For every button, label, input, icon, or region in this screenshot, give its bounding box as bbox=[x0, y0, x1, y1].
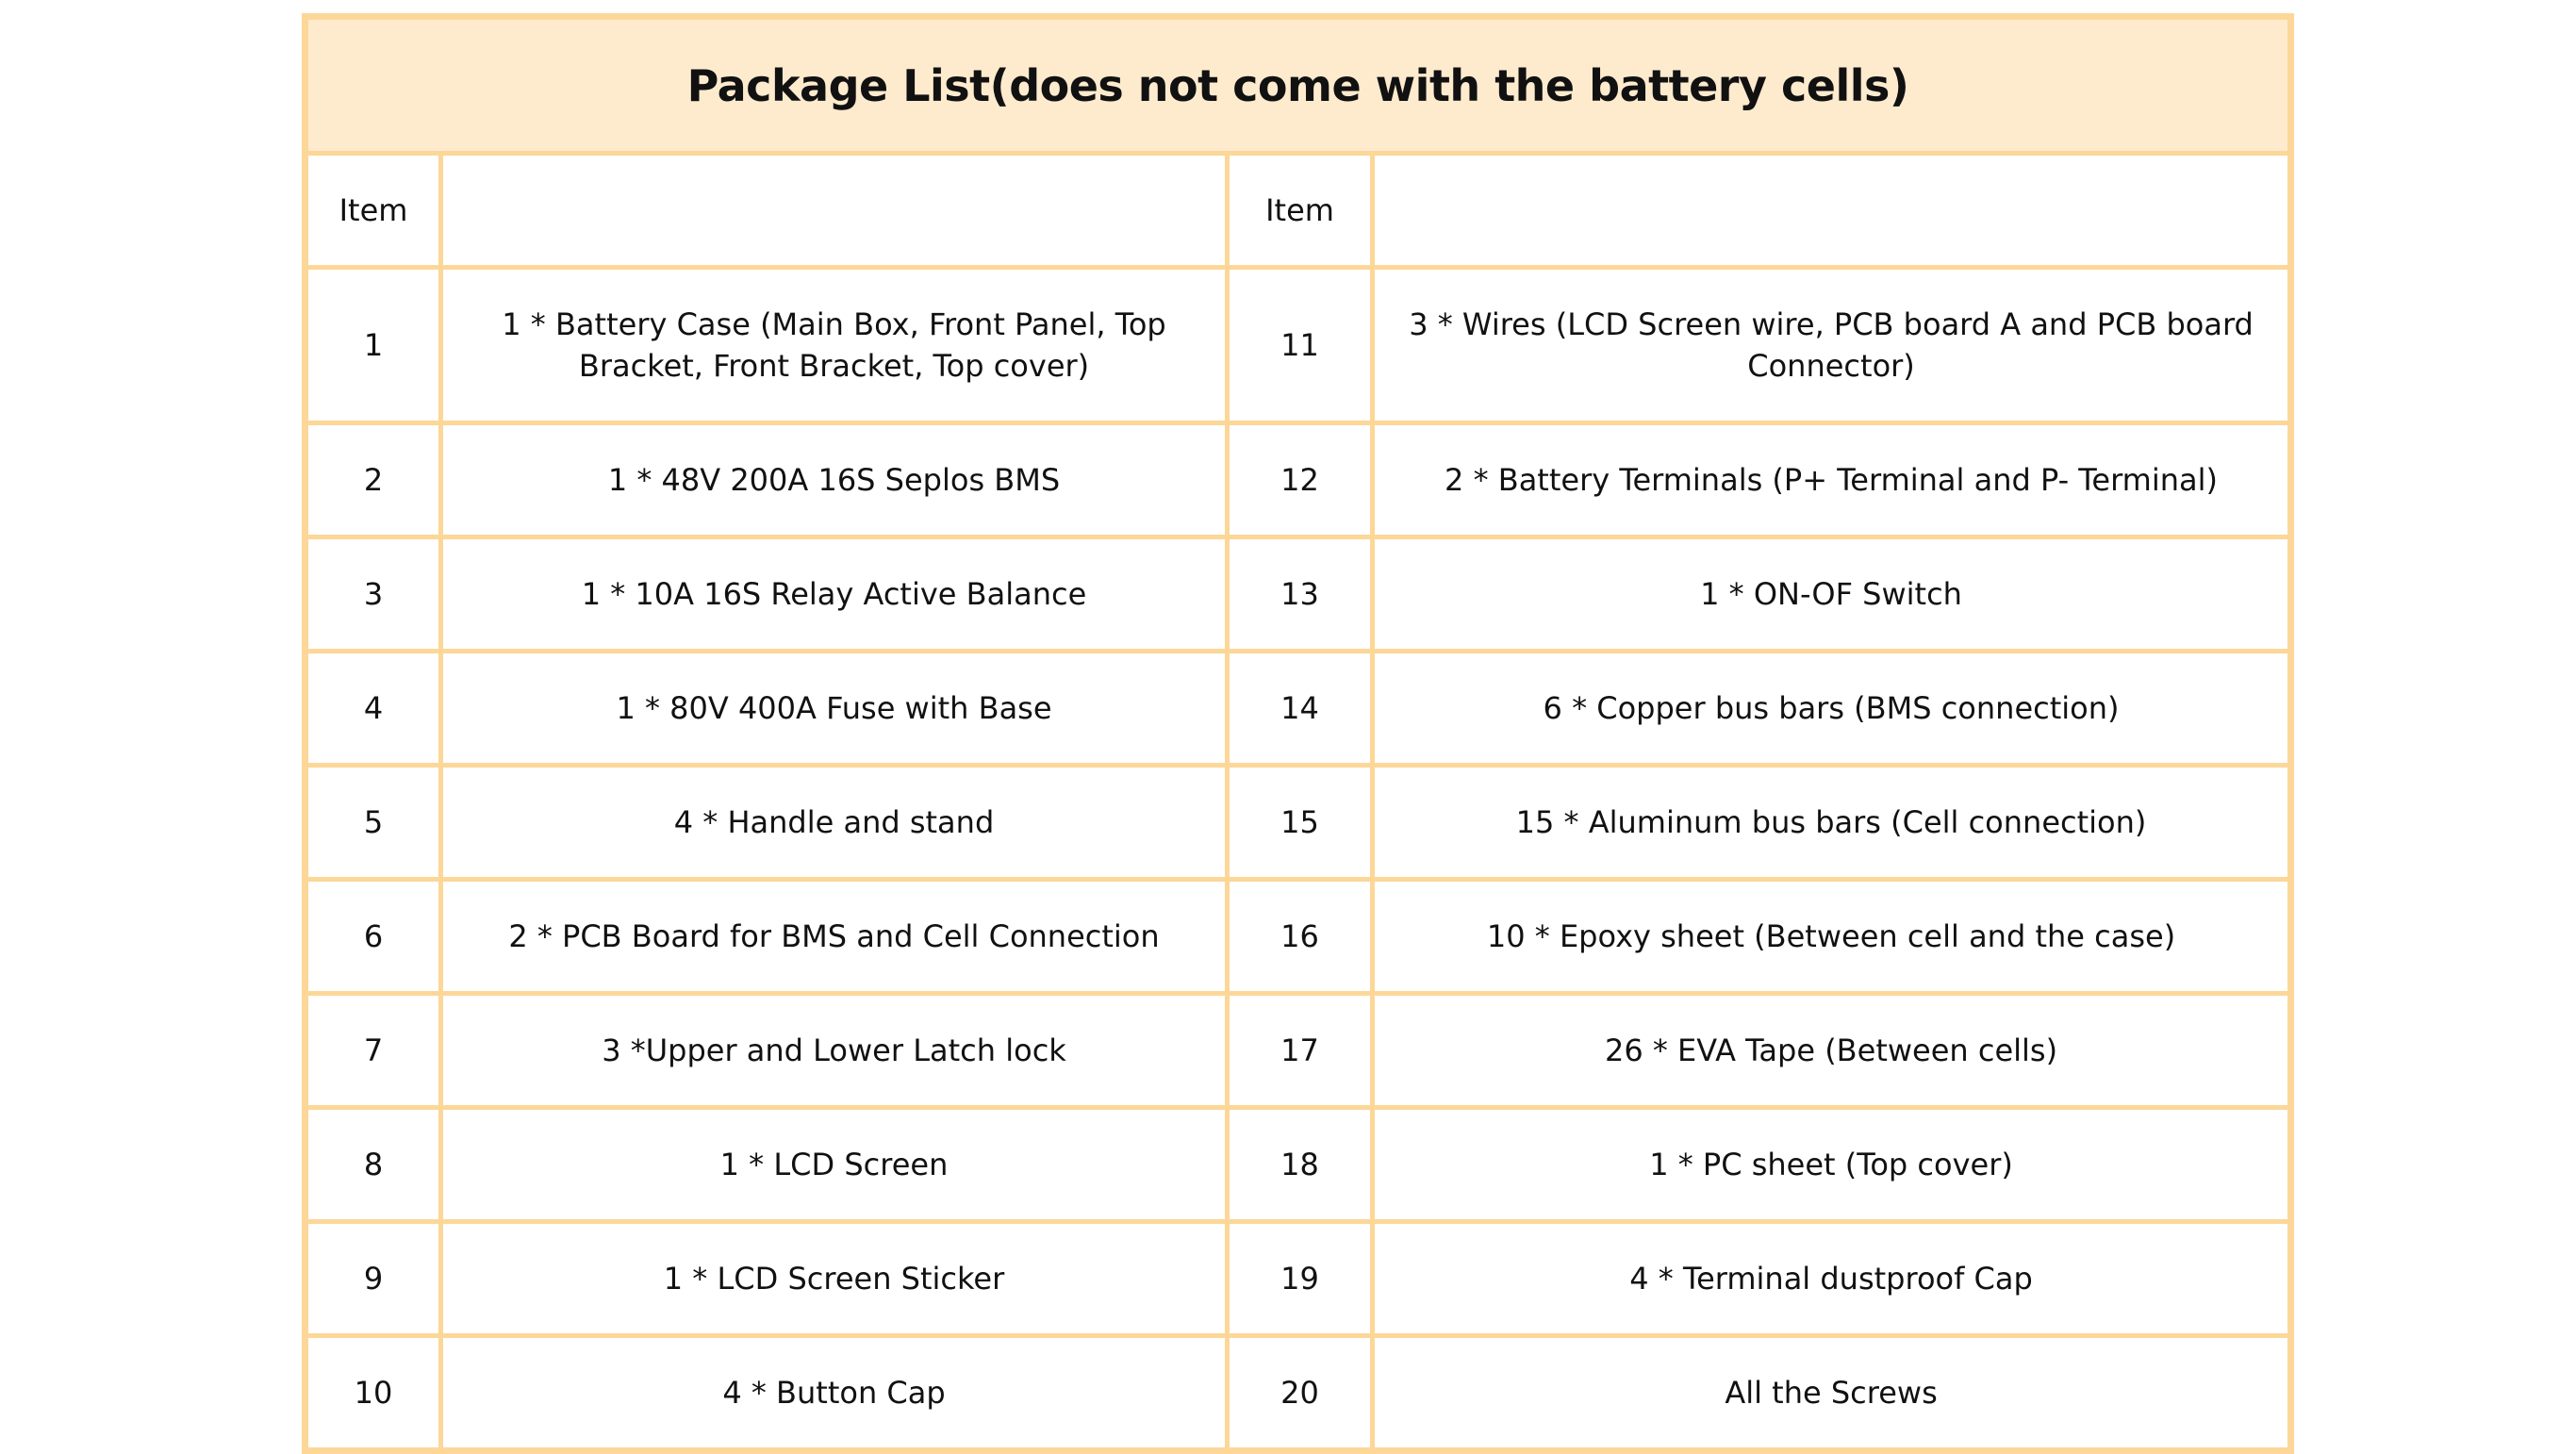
item-description: 2 * Battery Terminals (P+ Terminal and P- Terminal) bbox=[1373, 423, 2291, 537]
item-number: 19 bbox=[1228, 1222, 1373, 1336]
header-description-right bbox=[1373, 154, 2291, 268]
item-number: 14 bbox=[1228, 652, 1373, 766]
item-number: 20 bbox=[1228, 1336, 1373, 1451]
table-row bbox=[305, 1222, 2291, 1336]
item-description: 1 * 80V 400A Fuse with Base bbox=[441, 652, 1228, 766]
title-row bbox=[305, 17, 2291, 154]
item-description: 4 * Handle and stand bbox=[441, 766, 1228, 880]
package-list-table bbox=[302, 13, 2294, 1454]
item-number: 2 bbox=[305, 423, 441, 537]
item-description: 10 * Epoxy sheet (Between cell and the case) bbox=[1373, 880, 2291, 994]
item-number: 7 bbox=[305, 994, 441, 1108]
item-description: 1 * LCD Screen Sticker bbox=[441, 1222, 1228, 1336]
item-number: 18 bbox=[1228, 1108, 1373, 1222]
item-number: 13 bbox=[1228, 537, 1373, 652]
item-number: 11 bbox=[1228, 268, 1373, 423]
item-description: 3 *Upper and Lower Latch lock bbox=[441, 994, 1228, 1108]
table-row bbox=[305, 1108, 2291, 1222]
table-title: Package List(does not come with the battery cells) bbox=[305, 17, 2291, 154]
item-description: 1 * 10A 16S Relay Active Balance bbox=[441, 537, 1228, 652]
item-description: 1 * 48V 200A 16S Seplos BMS bbox=[441, 423, 1228, 537]
item-number: 5 bbox=[305, 766, 441, 880]
item-number: 9 bbox=[305, 1222, 441, 1336]
item-description: 4 * Terminal dustproof Cap bbox=[1373, 1222, 2291, 1336]
item-number: 1 bbox=[305, 268, 441, 423]
table-row bbox=[305, 1336, 2291, 1451]
item-number: 6 bbox=[305, 880, 441, 994]
header-description-left bbox=[441, 154, 1228, 268]
table-row bbox=[305, 994, 2291, 1108]
item-number: 4 bbox=[305, 652, 441, 766]
header-item-right: Item bbox=[1228, 154, 1373, 268]
item-description: 1 * ON-OF Switch bbox=[1373, 537, 2291, 652]
item-description: 3 * Wires (LCD Screen wire, PCB board A and PCB board Connector) bbox=[1373, 268, 2291, 423]
item-description: 4 * Button Cap bbox=[441, 1336, 1228, 1451]
header-item-left: Item bbox=[305, 154, 441, 268]
item-description: 2 * PCB Board for BMS and Cell Connection bbox=[441, 880, 1228, 994]
item-number: 12 bbox=[1228, 423, 1373, 537]
item-description: 26 * EVA Tape (Between cells) bbox=[1373, 994, 2291, 1108]
table-row bbox=[305, 268, 2291, 423]
table-row bbox=[305, 766, 2291, 880]
item-description: 1 * PC sheet (Top cover) bbox=[1373, 1108, 2291, 1222]
item-description: 6 * Copper bus bars (BMS connection) bbox=[1373, 652, 2291, 766]
item-number: 8 bbox=[305, 1108, 441, 1222]
header-row bbox=[305, 154, 2291, 268]
item-description: 1 * Battery Case (Main Box, Front Panel, Top Bracket, Front Bracket, Top cover) bbox=[441, 268, 1228, 423]
table-row bbox=[305, 423, 2291, 537]
item-description: All the Screws bbox=[1373, 1336, 2291, 1451]
item-number: 17 bbox=[1228, 994, 1373, 1108]
item-description: 1 * LCD Screen bbox=[441, 1108, 1228, 1222]
table-row bbox=[305, 652, 2291, 766]
item-number: 16 bbox=[1228, 880, 1373, 994]
item-number: 10 bbox=[305, 1336, 441, 1451]
item-number: 15 bbox=[1228, 766, 1373, 880]
item-number: 3 bbox=[305, 537, 441, 652]
item-description: 15 * Aluminum bus bars (Cell connection) bbox=[1373, 766, 2291, 880]
table-row bbox=[305, 880, 2291, 994]
table-row bbox=[305, 537, 2291, 652]
